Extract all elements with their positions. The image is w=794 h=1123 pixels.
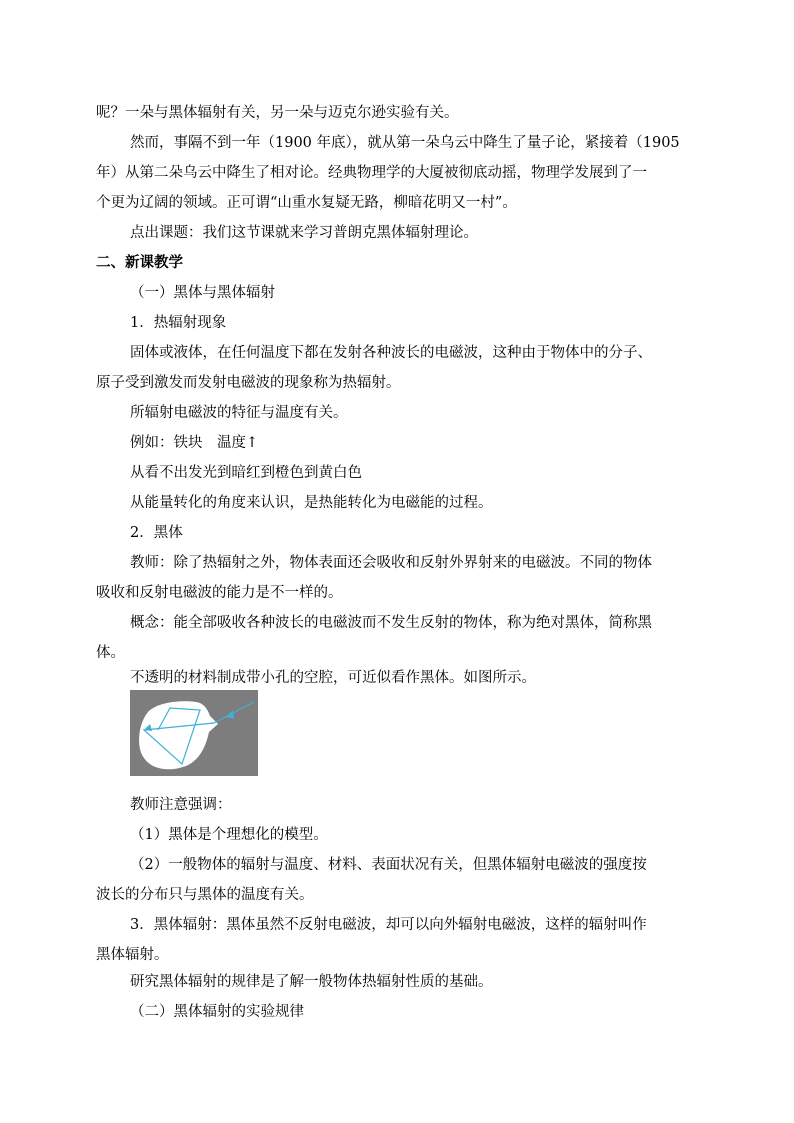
text-line: 呢？一朵与黑体辐射有关，另一朵与迈克尔逊实验有关。 [96, 105, 459, 121]
text-line: 所辐射电磁波的特征与温度有关。 [130, 405, 348, 421]
item-heading: 2．黑体 [130, 525, 183, 541]
text-line: 教师：除了热辐射之外，物体表面还会吸收和反射外界射来的电磁波。不同的物体 [130, 555, 652, 571]
blackbody-cavity-figure [130, 690, 258, 776]
text-line: 波长的分布只与黑体的温度有关。 [96, 887, 314, 903]
text-line: 点出课题：我们这节课就来学习普朗克黑体辐射理论。 [130, 225, 478, 241]
text-line: 黑体辐射。 [96, 947, 169, 963]
text-line: 不透明的材料制成带小孔的空腔，可近似看作黑体。如图所示。 [130, 670, 536, 686]
item-heading: 3．黑体辐射：黑体虽然不反射电磁波，却可以向外辐射电磁波，这样的辐射叫作 [130, 917, 647, 933]
list-item: （2）一般物体的辐射与温度、材料、表面状况有关，但黑体辐射电磁波的强度按 [130, 857, 647, 873]
subsection-heading: （一）黑体与黑体辐射 [130, 285, 275, 301]
text-line: 教师注意强调： [130, 797, 232, 813]
text-line: 年）从第二朵乌云中降生了相对论。经典物理学的大厦被彻底动摇，物理学发展到了一 [96, 165, 647, 181]
text-line: 研究黑体辐射的规律是了解一般物体热辐射性质的基础。 [130, 974, 493, 990]
list-item: （1）黑体是个理想化的模型。 [130, 827, 328, 843]
text-line: 从看不出发光到暗红到橙色到黄白色 [130, 465, 362, 481]
text-line: 概念：能全部吸收各种波长的电磁波而不发生反射的物体，称为绝对黑体，简称黑 [130, 615, 652, 631]
text-line: 体。 [96, 645, 125, 661]
item-heading: 1．热辐射现象 [130, 315, 227, 331]
text-line: 然而，事隔不到一年（1900 年底），就从第一朵乌云中降生了量子论，紧接着（1905 [130, 135, 680, 151]
text-line: 例如：铁块 温度↑ [130, 435, 259, 451]
text-line: 个更为辽阔的领域。正可谓“山重水复疑无路，柳暗花明又一村”。 [96, 195, 517, 211]
cavity-diagram [130, 690, 258, 776]
text-line: 吸收和反射电磁波的能力是不一样的。 [96, 585, 343, 601]
text-line: 固体或液体，在任何温度下都在发射各种波长的电磁波，这种由于物体中的分子、 [130, 345, 652, 361]
text-line: 原子受到激发而发射电磁波的现象称为热辐射。 [96, 375, 401, 391]
subsection-heading: （二）黑体辐射的实验规律 [130, 1004, 304, 1020]
section-heading: 二、新课教学 [96, 254, 183, 271]
text-line: 从能量转化的角度来认识，是热能转化为电磁能的过程。 [130, 495, 493, 511]
